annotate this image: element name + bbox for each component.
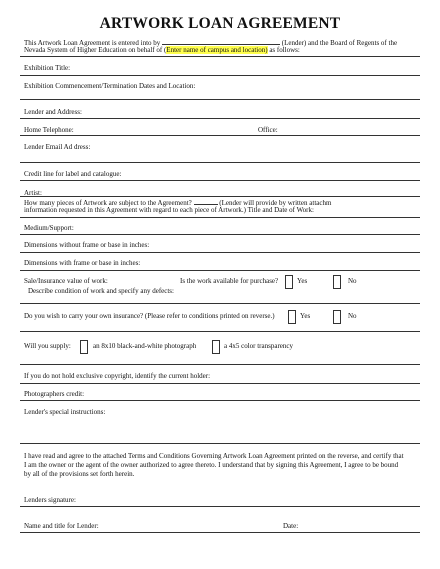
- special-instructions-label: Lender's special instructions:: [24, 408, 106, 416]
- office-label: Office:: [258, 126, 278, 134]
- name-title-label: Name and title for Lender:: [24, 522, 99, 530]
- available-yes-checkbox[interactable]: [285, 275, 293, 289]
- divider: [20, 135, 420, 136]
- transparency-option: a 4x5 color transparency: [224, 342, 293, 350]
- artist-label: Artist:: [24, 189, 42, 197]
- divider: [20, 303, 420, 304]
- photograph-checkbox[interactable]: [80, 340, 88, 354]
- available-no-checkbox[interactable]: [333, 275, 341, 289]
- intro-text: Nevada System of Higher Education on behalf of (: [24, 46, 167, 54]
- condition-label: Describe condition of work and specify any defects:: [28, 287, 174, 295]
- transparency-checkbox[interactable]: [212, 340, 220, 354]
- agreement-text-line-1: I have read and agree to the attached Terms and Conditions Governing Artwork Loan Agreement printed on the reverse, and certify that: [24, 452, 404, 460]
- own-insurance-question: Do you wish to carry your own insurance? (Please refer to conditions printed on reverse.): [24, 312, 275, 320]
- lender-address-label: Lender and Address:: [24, 108, 82, 116]
- intro-text: This Artwork Loan Agreement is entered into by: [24, 39, 161, 47]
- divider: [20, 196, 420, 197]
- divider: [20, 252, 420, 253]
- divider: [20, 443, 420, 444]
- pieces-question-text: (Lender will provide by written attachm: [219, 199, 332, 207]
- divider: [20, 217, 420, 218]
- available-question: Is the work available for purchase?: [180, 277, 279, 285]
- lender-name-blank[interactable]: [162, 38, 280, 45]
- photographer-credit-label: Photographers credit:: [24, 390, 85, 398]
- dims-with-label: Dimensions with frame or base in inches:: [24, 259, 141, 267]
- medium-label: Medium/Support:: [24, 224, 74, 232]
- divider: [20, 118, 420, 119]
- divider: [20, 75, 420, 76]
- divider: [20, 234, 420, 235]
- insurance-yes-label: Yes: [300, 312, 311, 320]
- dims-without-label: Dimensions without frame or base in inches:: [24, 241, 150, 249]
- intro-text: (Lender) and the Board of Regents of the: [281, 39, 398, 47]
- pieces-count-blank[interactable]: [194, 198, 218, 205]
- pieces-question-line-2: information requested in this Agreement with regard to each piece of Artwork.) Title and Date of Work:: [24, 206, 314, 214]
- lender-email-label: Lender Email Ad dress:: [24, 143, 91, 151]
- available-yes-label: Yes: [297, 277, 308, 285]
- divider: [20, 400, 420, 401]
- divider: [20, 162, 420, 163]
- divider: [20, 99, 420, 100]
- copyright-label: If you do not hold exclusive copyright, identify the current holder:: [24, 372, 211, 380]
- insurance-yes-checkbox[interactable]: [288, 310, 296, 324]
- available-no-label: No: [348, 277, 357, 285]
- insurance-no-checkbox[interactable]: [333, 310, 341, 324]
- exhibition-dates-label: Exhibition Commencement/Termination Dates and Location:: [24, 82, 196, 90]
- credit-line-label: Credit line for label and catalogue:: [24, 170, 122, 178]
- name-date-line[interactable]: [20, 532, 420, 533]
- insurance-value-label: Sale/Insurance value of work:: [24, 277, 108, 285]
- supply-question: Will you supply:: [24, 342, 71, 350]
- intro-line-2: [24, 46, 300, 54]
- insurance-no-label: No: [348, 312, 357, 320]
- divider: [20, 383, 420, 384]
- divider: [20, 270, 420, 271]
- divider: [20, 331, 420, 332]
- lender-signature-label: Lenders signature:: [24, 496, 76, 504]
- date-label: Date:: [283, 522, 299, 530]
- pieces-question-text: How many pieces of Artwork are subject to the Agreement?: [24, 199, 192, 207]
- exhibition-title-label: Exhibition Title:: [24, 64, 71, 72]
- page-title: ARTWORK LOAN AGREEMENT: [99, 15, 341, 32]
- divider: [20, 364, 420, 365]
- divider: [20, 180, 420, 181]
- signature-line[interactable]: [20, 506, 420, 507]
- agreement-text-line-2: I am the owner or the agent of the owner authorized to agree thereto. I understand that by signing this Agreement, I agree to be bound: [24, 461, 399, 469]
- campus-location-placeholder[interactable]: Enter name of campus and location): [166, 46, 268, 54]
- intro-text: as follows:: [267, 46, 300, 54]
- agreement-text-line-3: by all of the provisions set forth herein.: [24, 470, 135, 478]
- photograph-option: an 8x10 black-and-white photograph: [93, 342, 197, 350]
- home-telephone-label: Home Telephone:: [24, 126, 74, 134]
- divider: [20, 56, 420, 57]
